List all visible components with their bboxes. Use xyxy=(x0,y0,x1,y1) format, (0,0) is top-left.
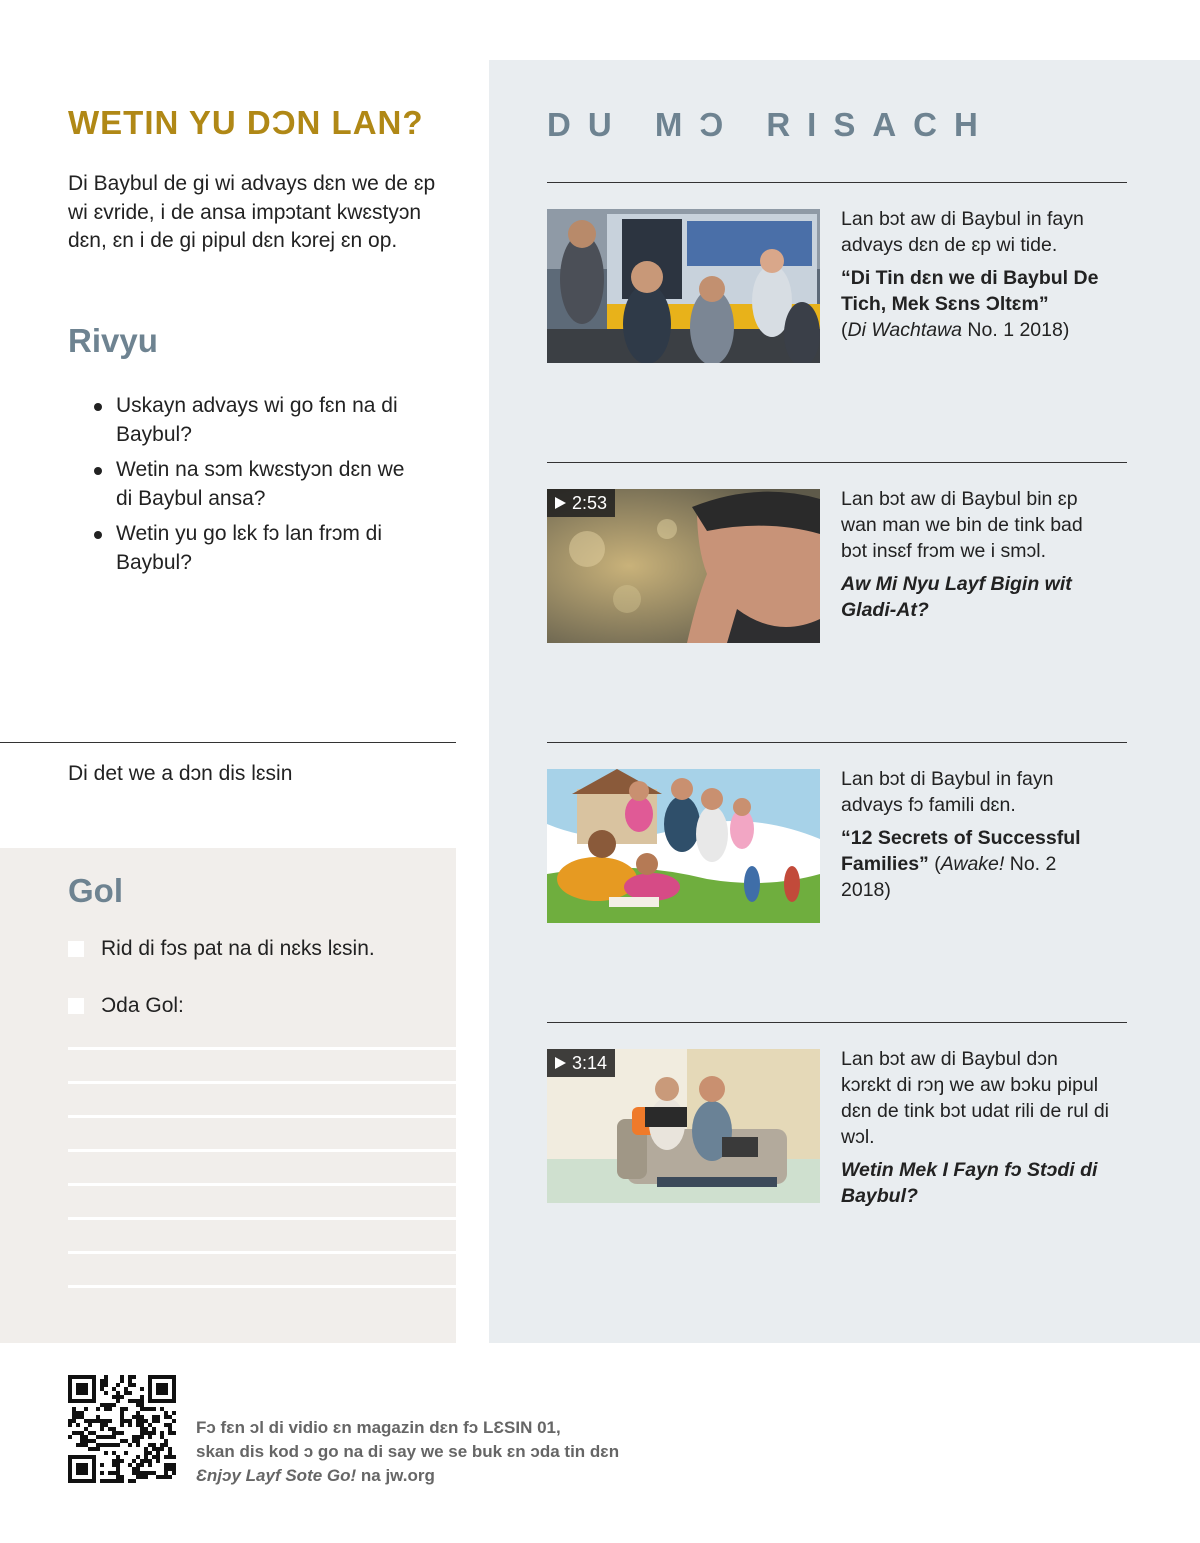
video-thumbnail[interactable] xyxy=(547,489,820,643)
review-question: Uskayn advays wi go fɛn na di Baybul? xyxy=(92,392,412,449)
research-item-description: Lan bɔt aw di Baybul in fayn advays dɛn de ɛp wi tide. xyxy=(841,208,1084,256)
writing-line[interactable] xyxy=(68,1217,456,1220)
video-duration-badge: 3:14 xyxy=(547,1049,615,1077)
divider xyxy=(547,1022,1127,1023)
writing-line[interactable] xyxy=(68,1251,456,1254)
writing-line[interactable] xyxy=(68,1081,456,1084)
writing-line[interactable] xyxy=(68,1149,456,1152)
qr-code-icon[interactable] xyxy=(68,1375,176,1483)
goal-item: Rid di fɔs pat na di nɛks lɛsin. xyxy=(68,937,375,961)
goal-item: Ɔda Gol: xyxy=(68,994,184,1018)
video-thumbnail[interactable] xyxy=(547,1049,820,1203)
research-item-source: (Awake! No. 2 2018) xyxy=(841,853,1057,901)
review-question: Wetin na sɔm kwɛstyɔn dɛn we di Baybul ansa? xyxy=(92,456,412,513)
article-thumbnail[interactable] xyxy=(547,209,820,363)
family-illustration-icon xyxy=(547,769,820,923)
research-item-description: Lan bɔt aw di Baybul bin ɛp wan man we bin de tink bad bɔt insɛf frɔm we i smɔl. xyxy=(841,488,1083,562)
divider xyxy=(547,462,1127,463)
research-item-text xyxy=(841,1046,1111,1209)
goal-checkbox[interactable] xyxy=(68,998,84,1014)
bullet-icon xyxy=(94,403,102,411)
goal-checkbox[interactable] xyxy=(68,941,84,957)
research-item-text xyxy=(841,486,1111,623)
footer-note: Fɔ fɛn ɔl di vidio ɛn magazin dɛn fɔ LƐSIN 01, skan dis kod ɔ go na di say we se buk ɛn ɔda tin dɛn Ɛnjɔy Layf Sote Go! na jw.org xyxy=(196,1418,620,1485)
divider xyxy=(547,182,1127,183)
goal-heading: Gol xyxy=(68,872,123,909)
research-item-description: Lan bɔt aw di Baybul dɔn kɔrɛkt di rɔŋ we aw bɔku pipul dɛn de tink bɔt udat rili de rul di wɔl. xyxy=(841,1048,1110,1148)
video-duration-badge: 2:53 xyxy=(547,489,615,517)
research-item-description: Lan bɔt di Baybul in fayn advays fɔ famili dɛn. xyxy=(841,768,1054,816)
writing-line[interactable] xyxy=(68,1047,456,1050)
review-question-list xyxy=(92,392,412,584)
research-item-title[interactable]: “12 Secrets of Successful Families” (Awake! No. 2 2018) xyxy=(841,827,1081,901)
bullet-icon xyxy=(94,531,102,539)
date-completed-label: Di det we a dɔn dis lɛsin xyxy=(68,762,293,785)
qr-code-pattern xyxy=(68,1375,176,1483)
train-station-photo-icon xyxy=(547,209,820,363)
research-heading: DU MƆ RISACH xyxy=(547,106,995,143)
divider xyxy=(0,742,456,743)
research-item-text xyxy=(841,206,1111,343)
article-thumbnail[interactable] xyxy=(547,769,820,923)
divider xyxy=(547,742,1127,743)
review-question: Wetin yu go lɛk fɔ lan frɔm di Baybul? xyxy=(92,520,412,577)
writing-line[interactable] xyxy=(68,1115,456,1118)
play-icon xyxy=(555,1057,566,1069)
intro-paragraph: Di Baybul de gi wi advays dɛn we de ɛp wi ɛvride, i de ansa impɔtant kwɛstyɔn dɛn, ɛn i de gi pipul dɛn kɔrej ɛn op. xyxy=(68,172,436,252)
writing-line[interactable] xyxy=(68,1183,456,1186)
rivyu-heading: Rivyu xyxy=(68,322,158,359)
research-item-source: (Di Wachtawa No. 1 2018) xyxy=(841,319,1070,341)
bullet-icon xyxy=(94,467,102,475)
play-icon xyxy=(555,497,566,509)
review-heading: WETIN YU DƆN LAN? xyxy=(68,104,424,141)
research-item-title[interactable]: Wetin Mek I Fayn fɔ Stɔdi di Baybul? xyxy=(841,1159,1098,1207)
goal-panel xyxy=(0,848,456,1343)
research-item-text xyxy=(841,766,1111,903)
research-item-title[interactable]: Aw Mi Nyu Layf Bigin wit Gladi-At? xyxy=(841,573,1072,621)
research-item-title[interactable]: “Di Tin dɛn we di Baybul De Tich, Mek Sɛns Ɔltɛm” (Di Wachtawa No. 1 2018) xyxy=(841,267,1099,341)
writing-line[interactable] xyxy=(68,1285,456,1288)
